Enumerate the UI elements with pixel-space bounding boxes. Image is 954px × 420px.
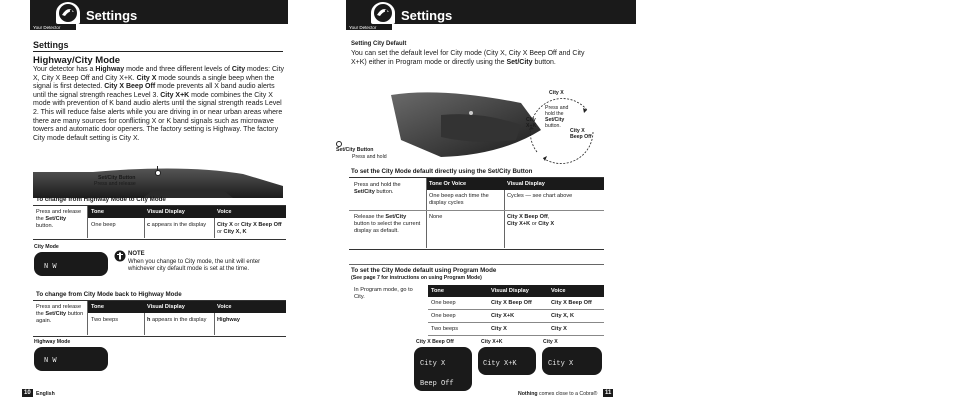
display2-text: N W — [44, 357, 57, 365]
footer-tagline-rest: comes close to a Cobra® — [537, 391, 598, 397]
cycle-center-text — [545, 105, 575, 129]
table3-row1-tone: One beep each time the display cycles — [429, 193, 489, 206]
text-run: Release the — [354, 214, 386, 220]
text-run: Highway — [217, 317, 241, 323]
set-city-button-action: Press and release — [94, 181, 136, 187]
table2-title: To change from City Mode back to Highway Mode — [36, 291, 182, 298]
table3-row1-action — [351, 180, 425, 198]
text-run: Set/City — [506, 58, 533, 66]
text-run: button. — [374, 189, 394, 195]
text-run: Press and release the — [36, 209, 82, 222]
table4-row-divider — [428, 335, 604, 336]
table1-header-visual: Visual Display — [144, 206, 214, 218]
table4-row1-voice: City X Beep Off — [551, 300, 592, 306]
table3-row2-action — [351, 212, 425, 237]
table4-header-voice: Voice — [548, 285, 604, 297]
text-run: Press and hold the — [354, 182, 401, 188]
text-run: City X, K — [223, 229, 247, 235]
table3-row-divider — [349, 210, 604, 211]
footer-tagline — [518, 391, 597, 397]
footer-tagline-bold: Nothing — [518, 391, 538, 397]
table2-voice — [214, 315, 286, 326]
cycle-label-beep-off: City X Beep Off — [570, 128, 592, 140]
header-tag: Your Detector — [33, 25, 61, 30]
text-run: or — [217, 229, 224, 235]
table4-subtitle: (See page 7 for instructions on using Program Mode) — [351, 275, 482, 281]
table1-visual — [144, 220, 212, 231]
text-run: or — [530, 221, 539, 227]
note-text: When you change to City mode, the unit will enter whichever city default mode is set at the time. — [128, 259, 261, 272]
table4-action: In Program mode, go to City. — [354, 287, 413, 300]
table2-action — [33, 302, 87, 327]
text-run: , — [547, 214, 550, 220]
header-tag: Your Detector — [349, 25, 377, 30]
cycle-label-city-x: City X — [549, 90, 564, 96]
table3-title: To set the City Mode default directly using the Set/City Button — [351, 168, 533, 175]
section-heading: Setting City Default — [351, 41, 407, 47]
display-caption-beep-off: City X Beep Off — [416, 339, 454, 345]
display-beep-off-line2: Beep Off — [420, 380, 454, 388]
note-title: NOTE — [128, 251, 145, 257]
text-run: mode combines the City X mode with prevention of K band audio alerts until the signal strength reads Level 2. This will reduce false alerts while you are driving in or near urban areas where there are many sources for conflicting X or K band signals such as microwave towers and automatic door openers. The factory setting is Highway. The factory City mode default setting is City X. — [33, 91, 283, 142]
table1-header-tone: Tone — [88, 206, 144, 218]
text-run: Set/City — [545, 117, 565, 123]
display-beep-off-line1: City X — [420, 360, 446, 368]
text-run: City X — [538, 221, 555, 227]
text-run: mode and three different levels of — [124, 66, 232, 73]
text-run: mode prevents all X band audio alerts until the signal strength reaches Level 3. — [33, 83, 275, 99]
table2-tone: Two beeps — [91, 317, 119, 323]
cobra-snake-icon — [56, 2, 80, 24]
table4-row2-visual: City X+K — [491, 313, 515, 319]
table4-row-divider — [428, 322, 604, 323]
table2-header-voice: Voice — [214, 301, 286, 313]
text-run: City X — [217, 222, 233, 228]
callout-dot-icon — [155, 170, 161, 176]
cycle-label-city-xk: City X+K — [526, 117, 537, 129]
subheading: Highway/City Mode — [33, 55, 121, 66]
text-run: Set/City — [385, 214, 407, 220]
table1-tone: One beep — [91, 222, 116, 228]
section-heading: Settings — [33, 40, 69, 50]
display-caption-xk: City X+K — [481, 339, 503, 345]
text-run: Set/City — [45, 311, 67, 317]
text-run: Set/City — [354, 189, 375, 195]
text-run: City X+K — [160, 91, 190, 99]
text-run: button. — [36, 223, 54, 229]
text-run: You can set the default level for City mode (City X, City X Beep Off and City X+K) either in Program mode or directly using the — [351, 50, 585, 66]
note-icon — [114, 249, 126, 261]
display2-caption: Highway Mode — [34, 339, 71, 345]
footer-language: English — [36, 391, 55, 397]
display-x-line1: City X — [548, 360, 574, 368]
text-run: Highway — [95, 66, 125, 73]
table4-row1-tone: One beep — [431, 300, 456, 306]
table3-header-tone: Tone Or Voice — [426, 178, 504, 190]
right-page — [336, 0, 636, 420]
text-run: City X Beep Off — [507, 214, 548, 220]
text-run: City X — [136, 74, 157, 82]
display-caption-x: City X — [543, 339, 558, 345]
display1-caption: City Mode — [34, 244, 59, 250]
table1-voice — [214, 220, 286, 238]
display1-text: N W — [44, 263, 57, 271]
table4-rule — [349, 264, 604, 265]
text-run: button again. — [36, 311, 84, 324]
text-run: City — [231, 66, 246, 73]
text-run: h — [147, 317, 151, 323]
table3-row2-tone: None — [429, 214, 443, 220]
page-number: 11 — [605, 390, 612, 396]
table4-title: To set the City Mode default using Program Mode — [351, 267, 497, 274]
intro-paragraph — [33, 66, 285, 143]
table1-header-voice: Voice — [214, 206, 286, 218]
text-run: Press and hold the — [545, 105, 569, 117]
intro-paragraph — [351, 50, 601, 67]
text-run: button. — [532, 58, 556, 66]
table2-header-tone: Tone — [88, 301, 144, 313]
table4-row2-voice: City X, K — [551, 313, 575, 319]
table4-row-divider — [428, 309, 604, 310]
callout-line — [157, 166, 158, 171]
table4-row3-tone: Two beeps — [431, 326, 459, 332]
text-run: appears in the display — [150, 317, 207, 323]
header-title: Settings — [86, 8, 138, 23]
callout-dot-icon — [336, 141, 342, 147]
table4-header-tone: Tone — [428, 285, 488, 297]
set-city-button-label: Set/City Button — [98, 175, 136, 181]
display-xk-line1: City X+K — [483, 360, 517, 368]
text-run: appears in the display — [150, 222, 207, 228]
table3-row2-visual — [504, 212, 602, 230]
table4-row1-visual: City X Beep Off — [491, 300, 532, 306]
table4-row3-visual: City X — [491, 326, 507, 332]
table4-header-visual: Visual Display — [488, 285, 548, 297]
page-number: 10 — [24, 390, 31, 396]
table1-title: To change from Highway Mode to City Mode — [36, 196, 166, 203]
text-run: Your detector has a — [33, 66, 96, 73]
text-run: c — [147, 222, 151, 228]
text-run: City X Beep Off — [104, 83, 156, 91]
text-run: button to select the current display as default. — [354, 221, 421, 234]
cobra-snake-icon — [371, 2, 395, 24]
table3-row1-visual — [504, 191, 602, 202]
text-run: City X+K — [507, 221, 531, 227]
table2-visual — [144, 315, 212, 326]
text-run: Cycles — see chart above — [507, 193, 573, 199]
header-title: Settings — [401, 8, 453, 23]
table2-header-visual: Visual Display — [144, 301, 214, 313]
text-run: button. — [545, 123, 561, 129]
set-city-button-label: Set/City Button — [336, 147, 374, 153]
section-rule — [33, 51, 283, 52]
table4-row3-voice: City X — [551, 326, 567, 332]
text-run: City X Beep Off — [240, 222, 282, 228]
text-run: Press and release the — [36, 304, 82, 317]
set-city-button-action: Press and hold — [352, 154, 387, 160]
text-run: Set/City — [45, 216, 67, 222]
text-run: or — [232, 222, 241, 228]
table3-header-visual: Visual Display — [504, 178, 604, 190]
table1-action — [33, 207, 87, 232]
text-run: modes: City X, City X Beep Off and City X+K. — [33, 66, 285, 82]
text-run: mode sounds a single beep when the signal is first detected. — [33, 74, 275, 91]
table4-row2-tone: One beep — [431, 313, 456, 319]
